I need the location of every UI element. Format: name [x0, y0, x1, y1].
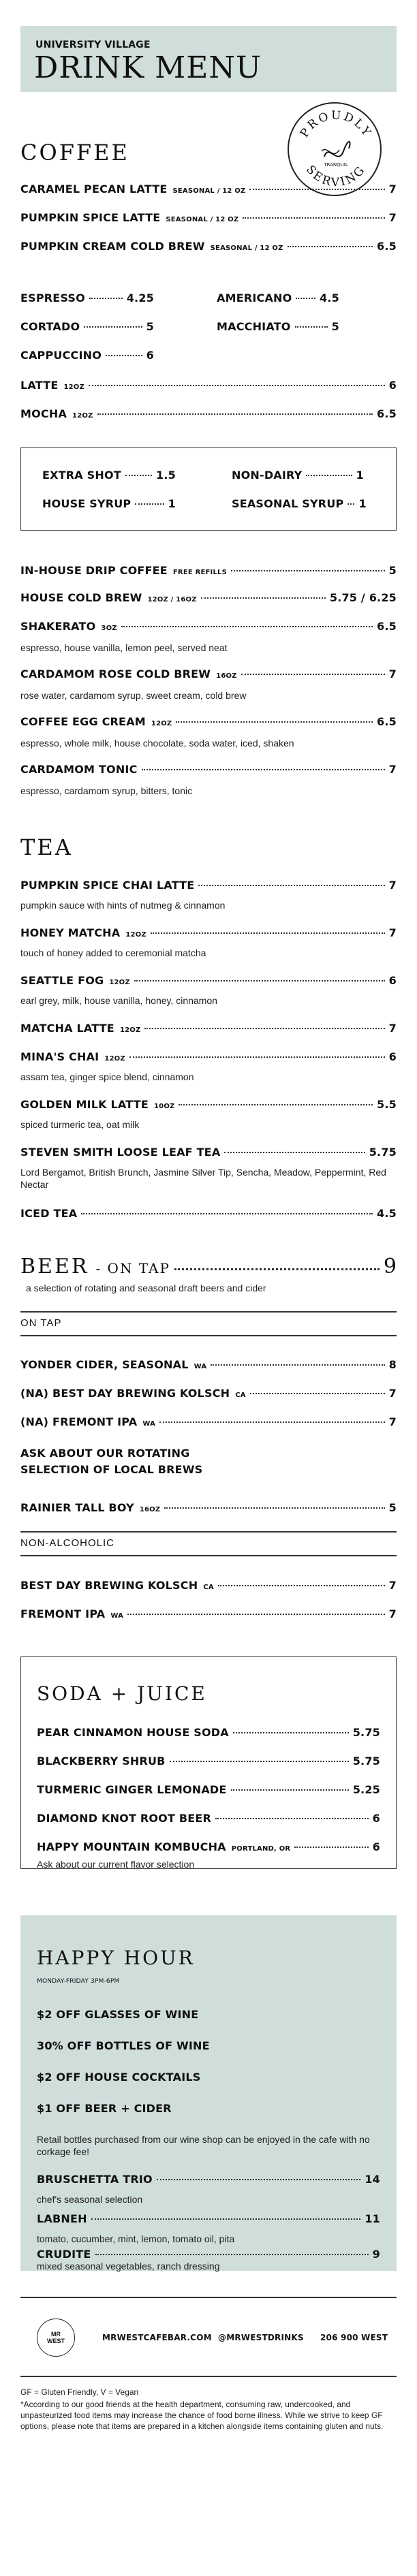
menu-item-house-cold-brew: HOUSE COLD BREW 12OZ / 16OZ 5.75 / 6.25	[20, 591, 397, 604]
item-desc-cardamom-tonic: espresso, cardamom syrup, bitters, tonic	[20, 785, 193, 796]
menu-item-pumpkin-spice-latte: PUMPKIN SPICE LATTE SEASONAL / 12 OZ 7	[20, 211, 397, 224]
location-subtitle: UNIVERSITY VILLAGE	[35, 40, 151, 50]
addon-extra-shot: EXTRA SHOT 1.5	[42, 469, 176, 482]
menu-item-steven-smith-tea: STEVEN SMITH LOOSE LEAF TEA 5.75	[20, 1146, 397, 1159]
menu-item-labneh: LABNEH 11	[37, 2212, 380, 2225]
menu-item-pumpkin-cream-cold-brew: PUMPKIN CREAM COLD BREW SEASONAL / 12 OZ 6.5	[20, 240, 397, 253]
beer-section-title: BEER - ON TAP 9	[20, 1255, 397, 1278]
menu-item-seattle-fog: SEATTLE FOG 12OZ 6	[20, 974, 397, 987]
footer-divider	[20, 2297, 397, 2298]
menu-item-rainier: RAINIER TALL BOY 16OZ 5	[20, 1501, 397, 1514]
item-desc-seattle-fog: earl grey, milk, house vanilla, honey, cinnamon	[20, 995, 217, 1006]
divider	[20, 1531, 397, 1533]
item-desc-cardamom-rose: rose water, cardamom syrup, sweet cream, cold brew	[20, 690, 247, 701]
menu-item-espresso: ESPRESSO 4.25	[20, 292, 154, 304]
hh-deal-wine-glass: $2 OFF GLASSES OF WINE	[37, 2008, 199, 2021]
menu-item-na-fremont-ipa: (NA) FREMONT IPA WA 7	[20, 1415, 397, 1428]
addon-seasonal-syrup: SEASONAL SYRUP 1	[232, 497, 367, 510]
footer-divider	[20, 2376, 397, 2377]
seal-text-bottom: SERVING	[303, 163, 369, 190]
menu-item-cortado: CORTADO 5	[20, 320, 154, 333]
menu-item-minas-chai: MINA'S CHAI 12OZ 6	[20, 1050, 397, 1063]
beer-desc: a selection of rotating and seasonal draft beers and cider	[26, 1283, 266, 1293]
item-desc-pumpkin-chai: pumpkin sauce with hints of nutmeg & cinnamon	[20, 900, 226, 911]
hh-deal-beer: $1 OFF BEER + CIDER	[37, 2102, 172, 2115]
item-desc-minas-chai: assam tea, ginger spice blend, cinnamon	[20, 1071, 194, 1082]
footer-legend: GF = Gluten Friendly, V = Vegan	[20, 2387, 139, 2397]
tea-section-title: TEA	[20, 834, 73, 860]
menu-item-golden-milk-latte: GOLDEN MILK LATTE 10OZ 5.5	[20, 1098, 397, 1111]
ask-rotating-line1: ASK ABOUT OUR ROTATING	[20, 1447, 190, 1460]
item-desc-shakerato: espresso, house vanilla, lemon peel, served neat	[20, 642, 228, 653]
menu-item-pear-soda: PEAR CINNAMON HOUSE SODA 5.75	[37, 1726, 380, 1739]
footer-instagram[interactable]: @MRWESTDRINKS	[218, 2333, 304, 2342]
svg-text:PROUDLY	[298, 109, 374, 140]
menu-item-blackberry-shrub: BLACKBERRY SHRUB 5.75	[37, 1755, 380, 1768]
menu-item-root-beer: DIAMOND KNOT ROOT BEER 6	[37, 1812, 380, 1825]
addon-non-dairy: NON-DAIRY 1	[232, 469, 364, 482]
happy-hour-time: MONDAY-FRIDAY 3PM-6PM	[37, 1978, 120, 1985]
menu-item-cappuccino: CAPPUCCINO 6	[20, 349, 154, 362]
mr-west-logo: MR WEST	[37, 2319, 75, 2357]
menu-item-mocha: MOCHA 12OZ 6.5	[20, 407, 397, 420]
footer-disclaimer: *According to our good friends at the health department, consuming raw, undercooked, and unpasteurized food items may increase the chance of food borne illness. While we strive to keep GF options, please note that items are prepared in a kitchen alongside items containing gluten and nuts.	[20, 2400, 384, 2431]
coffee-section-title: COFFEE	[20, 140, 129, 166]
menu-item-fremont-ipa: FREMONT IPA WA 7	[20, 1607, 397, 1620]
on-tap-label: ON TAP	[20, 1317, 62, 1329]
item-desc-golden-milk: spiced turmeric tea, oat milk	[20, 1119, 140, 1130]
menu-item-cardamom-rose-cold-brew: CARDAMOM ROSE COLD BREW 16OZ 7	[20, 667, 397, 680]
kombucha-note: Ask about our current flavor selection	[37, 1859, 195, 1870]
menu-item-shakerato: SHAKERATO 3OZ 6.5	[20, 620, 397, 633]
menu-item-bruschetta: BRUSCHETTA TRIO 14	[37, 2173, 380, 2186]
menu-item-cardamom-tonic: CARDAMOM TONIC 7	[20, 763, 397, 776]
hh-deal-wine-bottle: 30% OFF BOTTLES OF WINE	[37, 2039, 210, 2052]
item-desc-bruschetta: chef's seasonal selection	[37, 2194, 143, 2205]
addons-box	[20, 447, 397, 531]
seal-brand: TRANQUIL	[324, 162, 348, 168]
menu-item-drip-coffee: IN-HOUSE DRIP COFFEE FREE REFILLS 5	[20, 564, 397, 577]
hh-retail-note: Retail bottles purchased from our wine shop can be enjoyed in the cafe with no corkage fee!	[37, 2134, 370, 2157]
menu-item-macchiato: MACCHIATO 5	[217, 320, 339, 333]
menu-item-iced-tea: ICED TEA 4.5	[20, 1207, 397, 1220]
item-desc-coffee-egg-cream: espresso, whole milk, house chocolate, soda water, iced, shaken	[20, 738, 294, 749]
menu-item-caramel-pecan-latte: CARAMEL PECAN LATTE SEASONAL / 12 OZ 7	[20, 183, 397, 195]
menu-item-yonder-cider: YONDER CIDER, SEASONAL WA 8	[20, 1358, 397, 1371]
divider	[20, 1335, 397, 1336]
menu-item-matcha-latte: MATCHA LATTE 12OZ 7	[20, 1022, 397, 1035]
item-desc-labneh: tomato, cucumber, mint, lemon, tomato oil, pita	[37, 2233, 235, 2244]
menu-item-na-kolsch: (NA) BEST DAY BREWING KOLSCH CA 7	[20, 1387, 397, 1400]
menu-item-coffee-egg-cream: COFFEE EGG CREAM 12OZ 6.5	[20, 715, 397, 728]
menu-title: DRINK MENU	[34, 50, 262, 85]
menu-item-latte: LATTE 12OZ 6	[20, 379, 397, 392]
hh-deal-cocktails: $2 OFF HOUSE COCKTAILS	[37, 2071, 201, 2084]
divider	[20, 1555, 397, 1556]
footer-website[interactable]: MRWESTCAFEBAR.COM	[102, 2333, 212, 2342]
menu-item-pumpkin-spice-chai: PUMPKIN SPICE CHAI LATTE 7	[20, 879, 397, 892]
seal-text-top: PROUDLY	[297, 108, 375, 140]
item-desc-crudite: mixed seasonal vegetables, ranch dressing	[37, 2261, 220, 2272]
footer-phone[interactable]: 206 900 WEST	[320, 2333, 388, 2342]
addon-house-syrup: HOUSE SYRUP 1	[42, 497, 176, 510]
menu-item-turmeric-lemonade: TURMERIC GINGER LEMONADE 5.25	[37, 1783, 380, 1796]
menu-item-honey-matcha: HONEY MATCHA 12OZ 7	[20, 926, 397, 939]
item-desc-steven-smith: Lord Bergamot, British Brunch, Jasmine Silver Tip, Sencha, Meadow, Peppermint, Red Nectar	[20, 1167, 386, 1190]
happy-hour-title: HAPPY HOUR	[37, 1947, 195, 1969]
divider	[20, 1311, 397, 1313]
ask-rotating-line2: SELECTION OF LOCAL BREWS	[20, 1463, 203, 1476]
menu-item-crudite: CRUDITE 9	[37, 2248, 380, 2261]
item-desc-honey-matcha: touch of honey added to ceremonial matcha	[20, 947, 206, 958]
menu-item-americano: AMERICANO 4.5	[217, 292, 339, 304]
menu-item-kombucha: HAPPY MOUNTAIN KOMBUCHA PORTLAND, OR 6	[37, 1840, 380, 1853]
menu-header	[20, 26, 397, 92]
menu-item-best-day-kolsch: BEST DAY BREWING KOLSCH CA 7	[20, 1579, 397, 1592]
non-alcoholic-label: NON-ALCOHOLIC	[20, 1537, 115, 1549]
soda-section-title: SODA + JUICE	[37, 1682, 207, 1705]
